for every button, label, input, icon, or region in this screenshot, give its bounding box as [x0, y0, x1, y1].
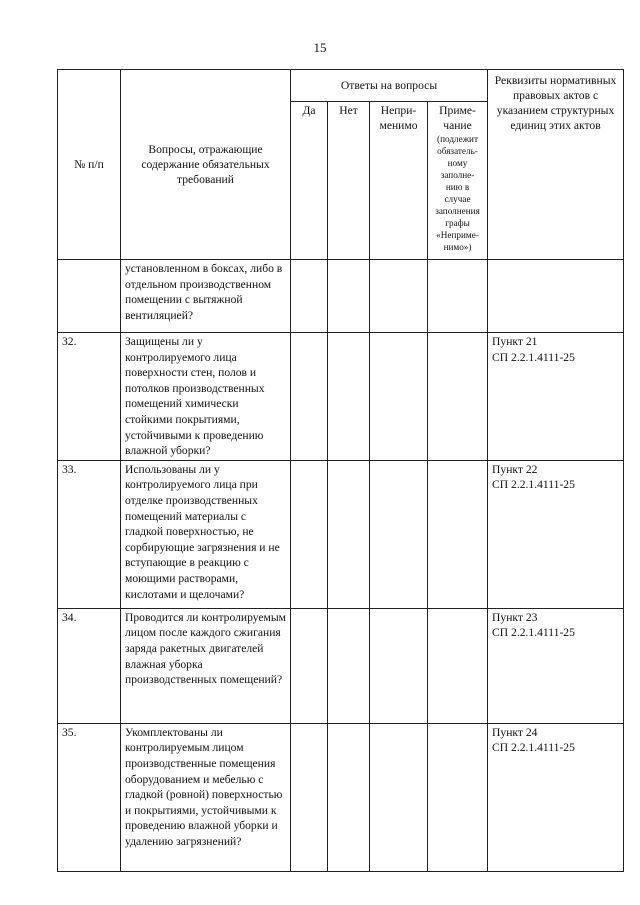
answer-note-cell[interactable]: [428, 333, 488, 461]
answer-na-cell[interactable]: [370, 723, 428, 871]
answer-no-cell[interactable]: [328, 333, 370, 461]
answer-na-cell[interactable]: [370, 260, 428, 333]
row-question: Защищены ли у контролируемого лица поверхности стен, полов и потолков производственных помещений химически стойкими покрытиями, устойчивыми к проведению влажной уборки?: [121, 333, 291, 461]
answer-yes-cell[interactable]: [291, 608, 328, 723]
row-reference: Пункт 21 СП 2.2.1.4111-25: [488, 333, 624, 461]
row-number: 32.: [58, 333, 121, 461]
header-answers: Ответы на вопросы: [291, 70, 488, 102]
answer-yes-cell[interactable]: [291, 460, 328, 608]
row-reference: Пункт 22 СП 2.2.1.4111-25: [488, 460, 624, 608]
row-question: Использованы ли у контролируемого лица при отделке производственных помещений материалы с гладкой поверхностью, не сорбирующие загрязнения и не вступающие в реакцию с моющими растворами, кислотами и щелочами?: [121, 460, 291, 608]
row-number: [58, 260, 121, 333]
answer-note-cell[interactable]: [428, 723, 488, 871]
answer-yes-cell[interactable]: [291, 260, 328, 333]
answer-no-cell[interactable]: [328, 260, 370, 333]
answer-note-cell[interactable]: [428, 608, 488, 723]
header-note-title: Приме- чание: [439, 104, 476, 132]
table-row: [58, 260, 624, 333]
row-number: 33.: [58, 460, 121, 608]
header-note: [428, 102, 488, 260]
page-number: 15: [313, 40, 327, 55]
row-reference: Пункт 24 СП 2.2.1.4111-25: [488, 723, 624, 871]
table-row: [58, 723, 624, 871]
header-not-applicable: Непри- менимо: [370, 102, 428, 260]
row-number: 34.: [58, 608, 121, 723]
row-number: 35.: [58, 723, 121, 871]
header-no: Нет: [328, 102, 370, 260]
header-num: № п/п: [58, 70, 121, 260]
row-reference: [488, 260, 624, 333]
answer-note-cell[interactable]: [428, 460, 488, 608]
table-row: [58, 460, 624, 608]
header-yes: Да: [291, 102, 328, 260]
answer-no-cell[interactable]: [328, 460, 370, 608]
row-question: Проводится ли контролируемым лицом после каждого сжигания заряда ракетных двигателей влажная уборка производственных помещений?: [121, 608, 291, 723]
answer-na-cell[interactable]: [370, 333, 428, 461]
answer-yes-cell[interactable]: [291, 723, 328, 871]
answer-no-cell[interactable]: [328, 723, 370, 871]
table-row: [58, 333, 624, 461]
answer-note-cell[interactable]: [428, 260, 488, 333]
answer-na-cell[interactable]: [370, 608, 428, 723]
row-question: Укомплектованы ли контролируемым лицом производственные помещения оборудованием и мебелью с гладкой (ровной) поверхностью и покрытиями, устойчивыми к проведению влажной уборки и удалению загрязнений?: [121, 723, 291, 871]
row-question: установленном в боксах, либо в отдельном производственном помещении с вытяжной вентиляцией?: [121, 260, 291, 333]
answer-yes-cell[interactable]: [291, 333, 328, 461]
header-question: Вопросы, отражающие содержание обязательных требований: [121, 70, 291, 260]
table-row: [58, 608, 624, 723]
header-note-detail: (подлежит обязатель- ному заполне- нию в случае заполнения графы «Неприме- нимо»): [435, 134, 480, 252]
header-reference: Реквизиты нормативных правовых актов с указанием структурных единиц этих актов: [488, 70, 624, 260]
answer-na-cell[interactable]: [370, 460, 428, 608]
requirements-table: [57, 69, 624, 872]
answer-no-cell[interactable]: [328, 608, 370, 723]
row-reference: Пункт 23 СП 2.2.1.4111-25: [488, 608, 624, 723]
